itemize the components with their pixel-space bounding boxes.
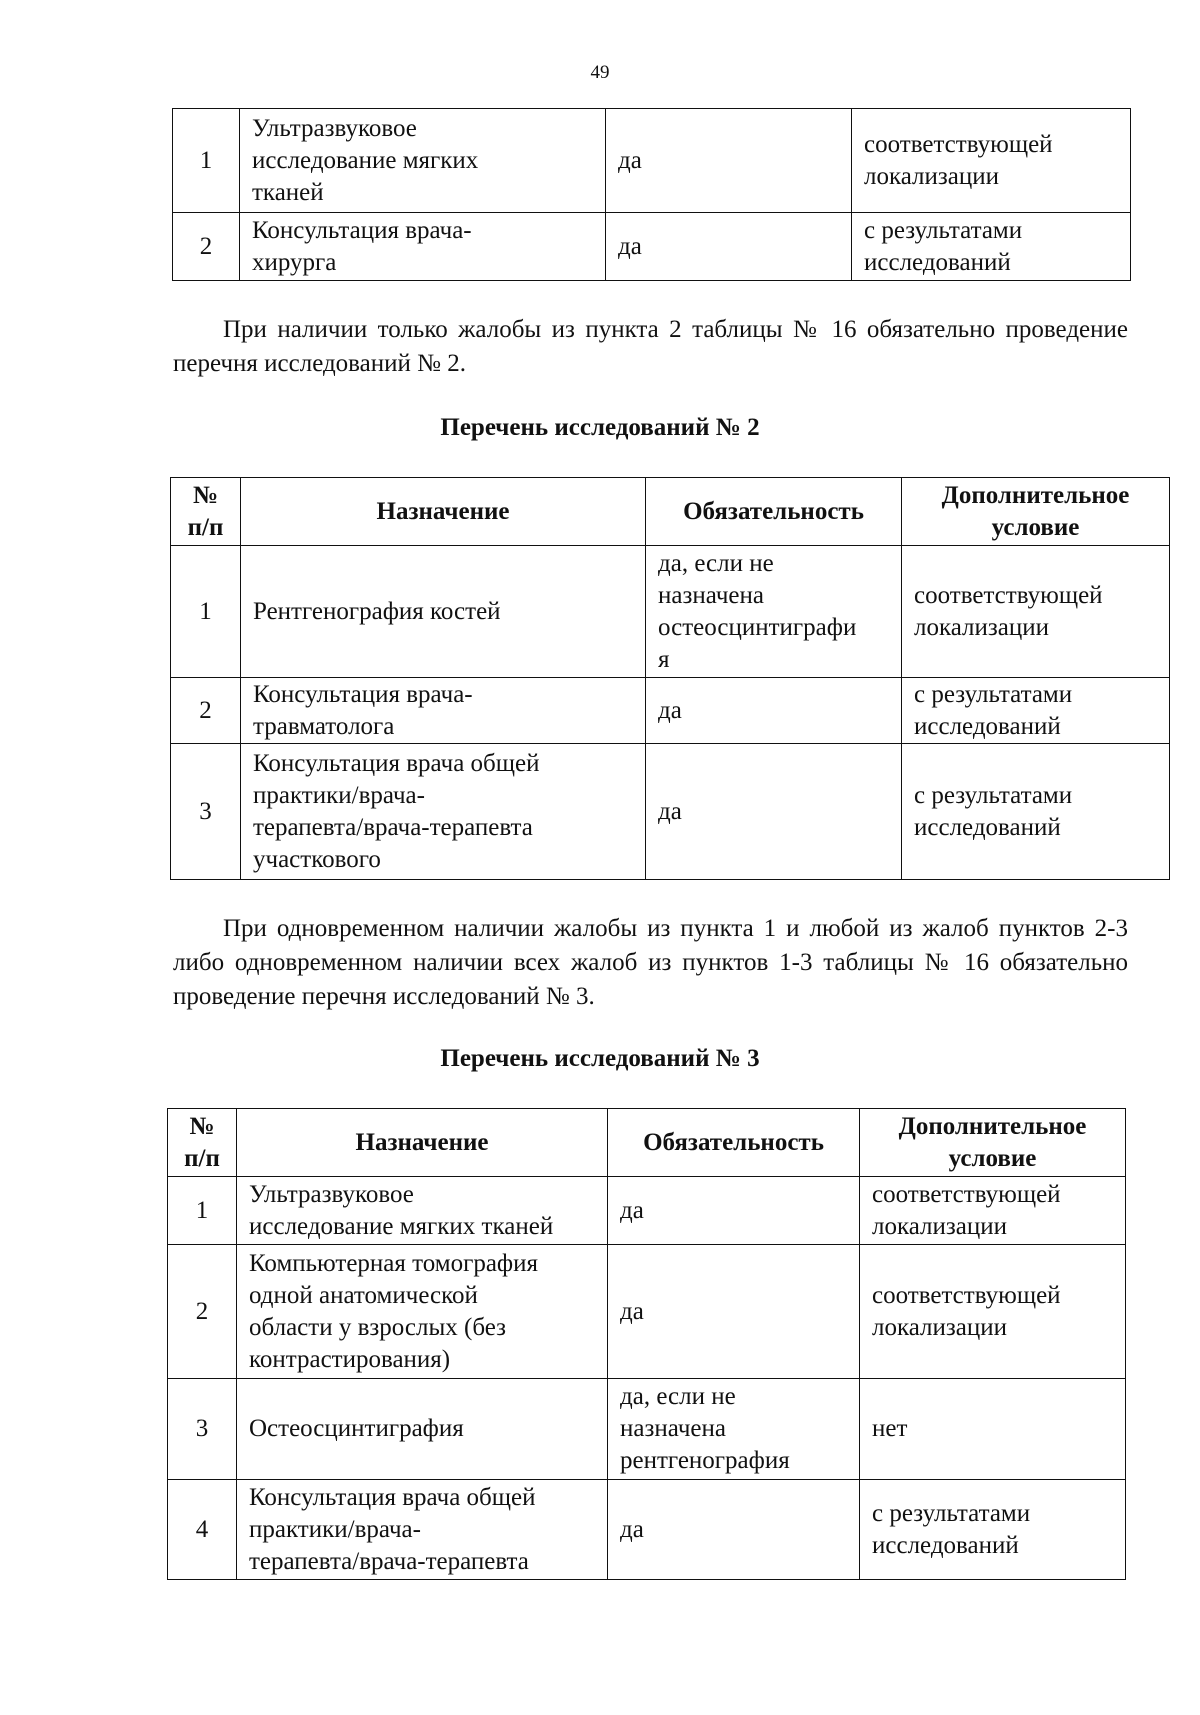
row-number: 2 [173, 213, 240, 281]
list-3-table [167, 1108, 1126, 1580]
list-2-title: Перечень исследований № 2 [440, 414, 760, 441]
table-row [168, 1245, 1126, 1379]
mandatory-cell: да [608, 1480, 860, 1580]
header-number: № п/п [168, 1109, 237, 1177]
condition-cell: нет [860, 1379, 1126, 1480]
table-row [168, 1480, 1126, 1580]
condition-cell: соответствующей локализации [902, 546, 1170, 678]
condition-cell: соответствующей локализации [860, 1177, 1126, 1245]
condition-cell: с результатами исследований [852, 213, 1131, 281]
table-row [168, 1379, 1126, 1480]
list-2-table [170, 477, 1170, 880]
row-number: 3 [168, 1379, 237, 1480]
continuation-table [172, 108, 1131, 281]
header-condition: Дополнительное условие [860, 1109, 1126, 1177]
prescription-cell: Остеосцинтиграфия [237, 1379, 608, 1480]
header-mandatory: Обязательность [608, 1109, 860, 1177]
prescription-cell: Компьютерная томография одной анатомической области у взрослых (без контрастирования) [237, 1245, 608, 1379]
row-number: 1 [171, 546, 241, 678]
prescription-cell: Консультация врача- травматолога [241, 678, 646, 744]
condition-cell: с результатами исследований [902, 678, 1170, 744]
table-header-row [171, 478, 1170, 546]
row-number: 2 [171, 678, 241, 744]
page-number: 49 [590, 62, 610, 83]
mandatory-cell: да, если не назначена остеосцинтиграфи я [646, 546, 902, 678]
mandatory-cell: да [606, 213, 852, 281]
header-number: № п/п [171, 478, 241, 546]
prescription-cell: Рентгенография костей [241, 546, 646, 678]
mandatory-cell: да [608, 1245, 860, 1379]
mandatory-cell: да, если не назначена рентгенография [608, 1379, 860, 1480]
table-row [173, 109, 1131, 213]
row-number: 1 [173, 109, 240, 213]
prescription-cell: Консультация врача общей практики/врача- терапевта/врача-терапевта участкового [241, 744, 646, 880]
prescription-cell: Консультация врача- хирурга [240, 213, 606, 281]
mandatory-cell: да [646, 678, 902, 744]
condition-cell: соответствующей локализации [860, 1245, 1126, 1379]
condition-cell: с результатами исследований [860, 1480, 1126, 1580]
mandatory-cell: да [606, 109, 852, 213]
table-row [168, 1177, 1126, 1245]
condition-cell: с результатами исследований [902, 744, 1170, 880]
table-row [171, 546, 1170, 678]
prescription-cell: Ультразвуковое исследование мягких тканей [240, 109, 606, 213]
prescription-cell: Консультация врача общей практики/врача- терапевта/врача-терапевта [237, 1480, 608, 1580]
row-number: 4 [168, 1480, 237, 1580]
table-row [171, 744, 1170, 880]
paragraph-2: При одновременном наличии жалобы из пункта 1 и любой из жалоб пунктов 2-3 либо одновременном наличии всех жалоб из пунктов 1-3 таблицы № 16 обязательно проведение перечня исследований № 3. [173, 915, 1128, 1010]
row-number: 2 [168, 1245, 237, 1379]
table-row [173, 213, 1131, 281]
table-row [171, 678, 1170, 744]
header-condition: Дополнительное условие [902, 478, 1170, 546]
paragraph-1: При наличии только жалобы из пункта 2 таблицы № 16 обязательно проведение перечня исследований № 2. [173, 316, 1128, 377]
header-mandatory: Обязательность [646, 478, 902, 546]
table-header-row [168, 1109, 1126, 1177]
header-prescription: Назначение [237, 1109, 608, 1177]
header-prescription: Назначение [241, 478, 646, 546]
row-number: 1 [168, 1177, 237, 1245]
row-number: 3 [171, 744, 241, 880]
mandatory-cell: да [608, 1177, 860, 1245]
condition-cell: соответствующей локализации [852, 109, 1131, 213]
mandatory-cell: да [646, 744, 902, 880]
prescription-cell: Ультразвуковое исследование мягких тканей [237, 1177, 608, 1245]
list-3-title: Перечень исследований № 3 [440, 1045, 760, 1072]
